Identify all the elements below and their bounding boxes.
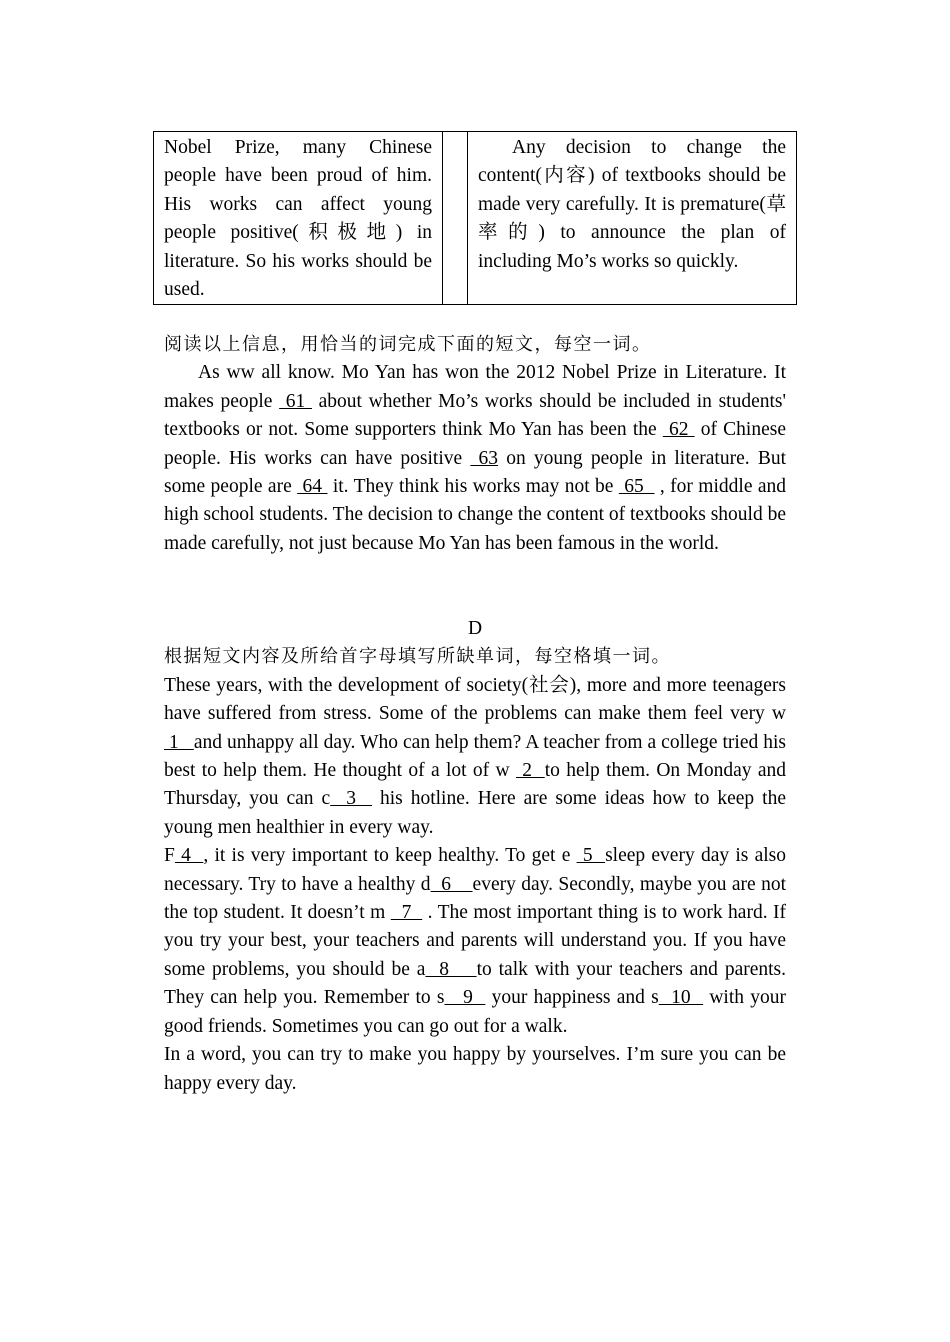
blank-62[interactable]: 62 bbox=[662, 419, 695, 441]
section-c-instruction: 阅读以上信息，用恰当的词完成下面的短文，每空一词。 bbox=[164, 334, 652, 355]
middle-empty-cell bbox=[443, 132, 468, 305]
blank-8[interactable]: 8 bbox=[425, 958, 477, 980]
blank-64[interactable]: 64 bbox=[297, 476, 328, 498]
section-d-paragraph-3: In a word, you can try to make you happy by yourselves. I’m sure you can be happy every day. bbox=[164, 1044, 786, 1094]
blank-2[interactable]: 2 bbox=[515, 760, 545, 782]
blank-63[interactable]: 63 bbox=[470, 447, 499, 469]
section-c bbox=[164, 331, 786, 558]
right-opinion-text: Any decision to change the content(内容) of textbooks should be made very carefully. It is premature(草率的) to announce the plan of including Mo’s works so quickly. bbox=[478, 137, 786, 272]
right-opinion-cell bbox=[468, 132, 797, 305]
section-d-title: D bbox=[467, 618, 483, 639]
section-d-paragraph-1: These years, with the development of society(社会), more and more teenagers have suffered from stress. Some of the problems can make them feel very w 1 and unhappy all day. Who can help them? A teacher from a college tried his best to help them. He thought of a lot of w 2 to help them. On Monday and Thursday, you can c 3 his hotline. Here are some ideas how to keep the young men healthier in every way. bbox=[164, 674, 787, 838]
section-d-paragraph-2: F 4 , it is very important to keep healthy. To get e 5 sleep every day is also necessary. Try to have a healthy d 6 every day. Secondly, maybe you are not the top student. It doesn’t m 7 . The most important thing is to work hard. If you try your best, your teachers and parents will understand you. If you have some problems, you should be a 8 to talk with your teachers and parents. They can help you. Remember to s 9 your happiness and s 10 with your good friends. Sometimes you can go out for a walk. bbox=[164, 845, 787, 1037]
section-d-instruction: 根据短文内容及所给首字母填写所缺单词，每空格填一词。 bbox=[164, 646, 671, 668]
blank-1[interactable]: 1 bbox=[164, 731, 194, 753]
blank-10[interactable]: 10 bbox=[658, 987, 704, 1009]
blank-3[interactable]: 3 bbox=[330, 788, 372, 810]
left-opinion-text: Nobel Prize, many Chinese people have been proud of him. His works can affect young people positive(积极地) in literature. So his works should be used. bbox=[164, 137, 432, 301]
section-c-passage: As ww all know. Mo Yan has won the 2012 Nobel Prize in Literature. It makes people 61 about whether Mo’s works should be included in students' textbooks or not. Some supporters think Mo Yan has been the 62 of Chinese people. His works can have positive 63 on young people in literature. But some people are 64 it. They think his works may not be 65 , for middle and high school students. The decision to change the content of textbooks should be made carefully, not just because Mo Yan has been famous in the world. bbox=[164, 362, 787, 554]
blank-7[interactable]: 7 bbox=[390, 902, 423, 924]
blank-9[interactable]: 9 bbox=[444, 987, 486, 1009]
opinions-table bbox=[153, 131, 797, 305]
section-d bbox=[164, 615, 786, 1098]
blank-65[interactable]: 65 bbox=[618, 476, 655, 498]
left-opinion-cell bbox=[154, 132, 443, 305]
blank-4[interactable]: 4 bbox=[174, 845, 204, 867]
blank-61[interactable]: 61 bbox=[279, 390, 312, 412]
blank-6[interactable]: 6 bbox=[430, 873, 473, 895]
blank-5[interactable]: 5 bbox=[576, 845, 606, 867]
